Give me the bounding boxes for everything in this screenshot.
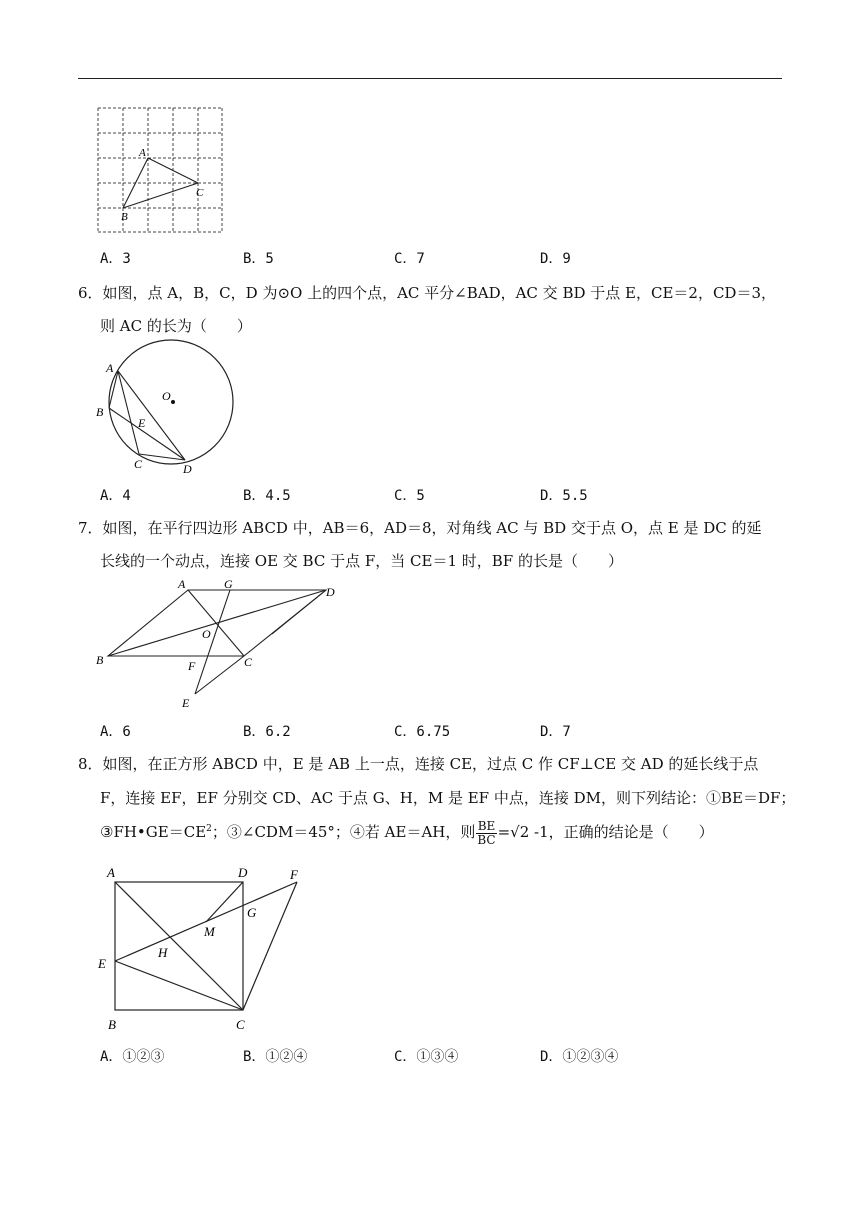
q7-label-g: G (224, 577, 233, 591)
q8-label-b: B (108, 1017, 116, 1032)
q8-square-figure (92, 862, 332, 1036)
q5-grid-figure (96, 106, 226, 236)
q7-parallelogram-figure (92, 574, 352, 714)
q8-label-d: D (238, 865, 248, 880)
q5-option-c[interactable]: C．7 (394, 251, 425, 267)
q8-line3-superscript: 2 (206, 824, 212, 834)
q6-circle-figure (92, 338, 242, 478)
q6-stem-line2: 则 AC 的长为（ ） (100, 317, 252, 335)
q5-option-a[interactable]: A．3 (100, 251, 131, 267)
q6-option-c[interactable]: C．5 (394, 488, 425, 504)
q8-label-f: F (290, 867, 298, 882)
q7-option-b[interactable]: B．6.2 (243, 724, 291, 740)
q6-option-d[interactable]: D．5.5 (540, 488, 588, 504)
q7-label-d: D (326, 585, 335, 599)
q8-fraction (476, 820, 496, 847)
q7-option-a[interactable]: A．6 (100, 724, 131, 740)
q8-stem-line2: F，连接 EF，EF 分别交 CD、AC 于点 G、H，M 是 EF 中点，连接 DM，则下列结论：①BE＝DF； (100, 789, 796, 807)
q8-stem-line1: 8．如图，在正方形 ABCD 中，E 是 AB 上一点，连接 CE，过点 C 作 CF⊥CE 交 AD 的延长线于点 (78, 755, 759, 773)
q8-line3-part-a: ③FH•GE＝CE (100, 823, 207, 841)
q8-option-d[interactable]: D．①②③④ (540, 1049, 619, 1065)
q7-stem-line1: 7．如图，在平行四边形 ABCD 中，AB＝6，AD＝8，对角线 AC 与 BD 交于点 O，点 E 是 DC 的延 (78, 519, 762, 537)
q6-label-c: C (134, 457, 143, 471)
q8-stem-line3 (100, 819, 714, 847)
q8-label-h: H (158, 945, 168, 960)
q8-label-a: A (107, 865, 115, 880)
q8-fraction-denominator: BC (477, 832, 496, 847)
q8-label-m: M (204, 924, 215, 939)
q8-option-a[interactable]: A．①②③ (100, 1049, 165, 1065)
q7-label-b: B (96, 653, 104, 667)
q6-stem-line1: 6．如图，点 A，B，C，D 为⊙O 上的四个点，AC 平分∠BAD，AC 交 BD 于点 E，CE＝2，CD＝3， (78, 284, 777, 302)
q7-label-c: C (244, 655, 253, 669)
q8-label-c: C (236, 1017, 245, 1032)
q5-option-d[interactable]: D．9 (540, 251, 571, 267)
q7-label-a: A (178, 577, 186, 591)
q8-label-e: E (98, 956, 106, 971)
q6-label-e: E (138, 416, 146, 430)
q6-label-a: A (106, 361, 114, 375)
q6-option-b[interactable]: B．4.5 (243, 488, 291, 504)
q8-fraction-numerator: BE (477, 818, 496, 833)
q8-line3-part-c: =√2 -1，正确的结论是（ ） (497, 823, 714, 841)
q6-option-a[interactable]: A．4 (100, 488, 131, 504)
header-rule (78, 78, 782, 79)
q8-label-g: G (247, 905, 257, 920)
q8-line3-part-b: ；③∠CDM＝45°；④若 AE＝AH，则 (211, 823, 476, 841)
q5-option-b[interactable]: B．5 (243, 251, 274, 267)
q5-label-b: B (121, 211, 128, 223)
q5-label-a: A (139, 147, 146, 159)
q6-label-d: D (183, 462, 192, 476)
q7-option-d[interactable]: D．7 (540, 724, 571, 740)
q8-option-b[interactable]: B．①②④ (243, 1049, 308, 1065)
q7-label-f: F (188, 659, 196, 673)
q7-stem-line2: 长线的一个动点，连接 OE 交 BC 于点 F，当 CE＝1 时，BF 的长是（ ） (100, 552, 623, 570)
q7-label-o: O (202, 627, 211, 641)
q6-label-b: B (96, 405, 104, 419)
q7-label-e: E (182, 696, 190, 710)
q7-option-c[interactable]: C．6.75 (394, 724, 451, 740)
q8-option-c[interactable]: C．①③④ (394, 1049, 459, 1065)
q6-label-o: O (162, 389, 171, 403)
q5-label-c: C (196, 187, 204, 199)
